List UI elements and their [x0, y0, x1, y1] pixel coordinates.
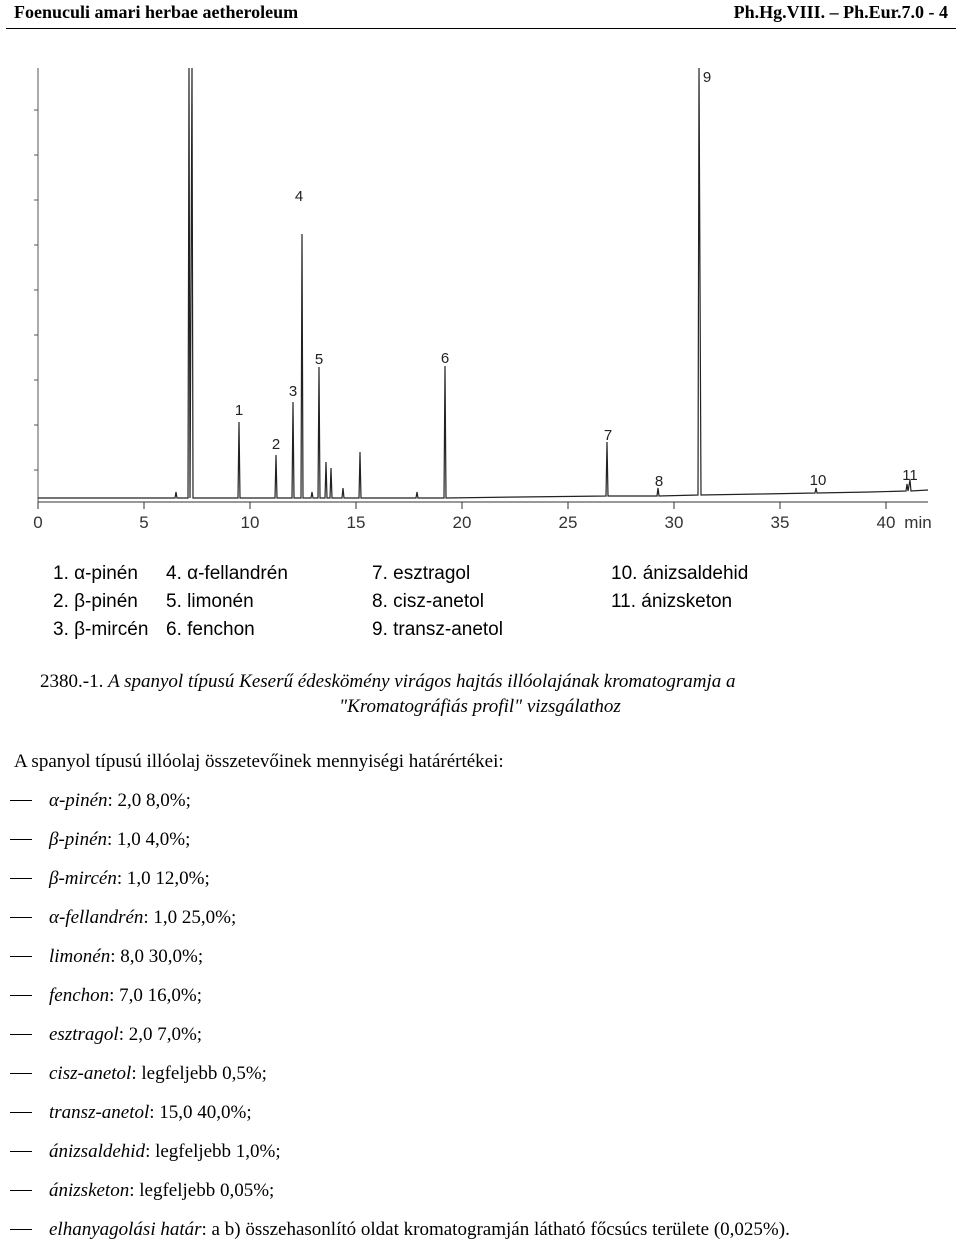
caption-line-1: A spanyol típusú Keserű édeskömény virágos hajtás illóolajának kromatogramja a — [108, 671, 736, 692]
component-name: ánizsaldehid — [49, 1141, 146, 1162]
y-axis — [34, 68, 38, 502]
dash-bullet — [10, 1112, 32, 1113]
x-tick-30: 30 — [664, 513, 684, 532]
x-axis — [33, 502, 931, 532]
peak-label-3: 3 — [288, 383, 298, 400]
dash-bullet — [10, 1190, 32, 1191]
component-name: α-pinén — [49, 790, 108, 811]
component-limit: : 1,0 25,0%; — [143, 907, 237, 928]
component-name: β-pinén — [49, 829, 108, 850]
component-limit: : 7,0 16,0%; — [109, 985, 203, 1006]
chromatogram-trace — [38, 68, 928, 498]
component-name: limonén — [49, 946, 111, 967]
list-item — [0, 1141, 960, 1180]
component-limit: : 8,0 30,0%; — [110, 946, 204, 967]
legend-entry-7: 7. esztragol — [372, 563, 471, 584]
list-item — [0, 790, 960, 829]
peak-label-7: 7 — [603, 427, 613, 444]
legend-entry-8: 8. cisz-anetol — [372, 591, 484, 612]
component-limit: : 2,0 8,0%; — [107, 790, 191, 811]
list-item — [0, 1219, 960, 1258]
x-tick-5: 5 — [139, 513, 149, 532]
page-header — [0, 0, 960, 33]
legend-entry-9: 9. transz-anetol — [372, 619, 503, 640]
legend-entry-5: 5. limonén — [166, 591, 254, 612]
peak-label-8: 8 — [654, 473, 664, 490]
legend-col-1 — [53, 560, 148, 644]
peak-label-10: 10 — [809, 472, 827, 489]
list-item — [0, 1102, 960, 1141]
header-rule — [6, 28, 956, 29]
dash-bullet — [10, 917, 32, 918]
dash-bullet — [10, 1073, 32, 1074]
legend-entry-3: 3. β-mircén — [53, 619, 149, 640]
dash-bullet — [10, 1151, 32, 1152]
list-item — [0, 829, 960, 868]
peak-label-1: 1 — [234, 402, 244, 419]
figure-number: 2380.-1. — [40, 671, 104, 692]
legend-entry-4: 4. α-fellandrén — [166, 563, 288, 584]
dash-bullet — [10, 800, 32, 801]
component-limit: : 1,0 12,0%; — [116, 868, 210, 889]
limits-list — [0, 790, 960, 1258]
x-tick-20: 20 — [452, 513, 472, 532]
x-tick-25: 25 — [558, 513, 578, 532]
pharmacopoeia-ref: Ph.Hg.VIII. – Ph.Eur.7.0 - 4 — [733, 2, 948, 22]
component-name: elhanyagolási határ — [49, 1219, 202, 1240]
peak-label-11: 11 — [902, 467, 918, 484]
peak-label-9: 9 — [702, 69, 712, 86]
component-limit: : 1,0 4,0%; — [107, 829, 191, 850]
x-axis-unit: min — [904, 513, 932, 532]
component-limit: : a b) összehasonlító oldat kromatogramján látható főcsúcs területe (0,025%). — [201, 1219, 790, 1240]
x-tick-35: 35 — [770, 513, 790, 532]
legend-entry-6: 6. fenchon — [166, 619, 255, 640]
list-item — [0, 868, 960, 907]
dash-bullet — [10, 1229, 32, 1230]
legend-col-2 — [166, 560, 288, 644]
peak-label-2: 2 — [271, 436, 281, 453]
figure-caption — [40, 668, 940, 696]
legend-entry-11: 11. ánizsketon — [611, 591, 733, 612]
dash-bullet — [10, 995, 32, 996]
component-limit: : legfeljebb 0,05%; — [129, 1180, 275, 1201]
component-name: fenchon — [49, 985, 110, 1006]
legend-col-4 — [611, 560, 748, 616]
list-item — [0, 946, 960, 985]
legend-col-3 — [372, 560, 503, 644]
list-item — [0, 1063, 960, 1102]
component-name: esztragol — [49, 1024, 119, 1045]
legend-entry-1: 1. α-pinén — [53, 563, 138, 584]
component-name: α-fellandrén — [49, 907, 144, 928]
dash-bullet — [10, 839, 32, 840]
list-item — [0, 985, 960, 1024]
limits-intro: A spanyol típusú illóolaj összetevőinek mennyiségi határértékei: — [14, 751, 504, 772]
dash-bullet — [10, 878, 32, 879]
component-limit: : 15,0 40,0%; — [149, 1102, 252, 1123]
legend-entry-10: 10. ánizsaldehid — [611, 563, 749, 584]
dash-bullet — [10, 956, 32, 957]
monograph-title: Foenuculi amari herbae aetheroleum — [14, 2, 299, 22]
peak-label-4: 4 — [294, 188, 304, 205]
component-limit: : legfeljebb 0,5%; — [131, 1063, 267, 1084]
dash-bullet — [10, 1034, 32, 1035]
list-item — [0, 1024, 960, 1063]
x-tick-0: 0 — [33, 513, 43, 532]
component-name: ánizsketon — [49, 1180, 130, 1201]
x-tick-40: 40 — [876, 513, 896, 532]
x-tick-15: 15 — [346, 513, 366, 532]
list-item — [0, 907, 960, 946]
caption-line-2: "Kromatográfiás profil" vizsgálathoz — [339, 696, 621, 717]
component-name: β-mircén — [49, 868, 117, 889]
component-limit: : legfeljebb 1,0%; — [145, 1141, 281, 1162]
list-item — [0, 1180, 960, 1219]
component-limit: : 2,0 7,0%; — [118, 1024, 203, 1045]
component-name: cisz-anetol — [49, 1063, 132, 1084]
peak-label-6: 6 — [440, 350, 450, 367]
legend-entry-2: 2. β-pinén — [53, 591, 138, 612]
x-tick-10: 10 — [240, 513, 260, 532]
component-name: transz-anetol — [49, 1102, 150, 1123]
peak-label-5: 5 — [314, 351, 324, 368]
chromatogram — [0, 60, 960, 540]
